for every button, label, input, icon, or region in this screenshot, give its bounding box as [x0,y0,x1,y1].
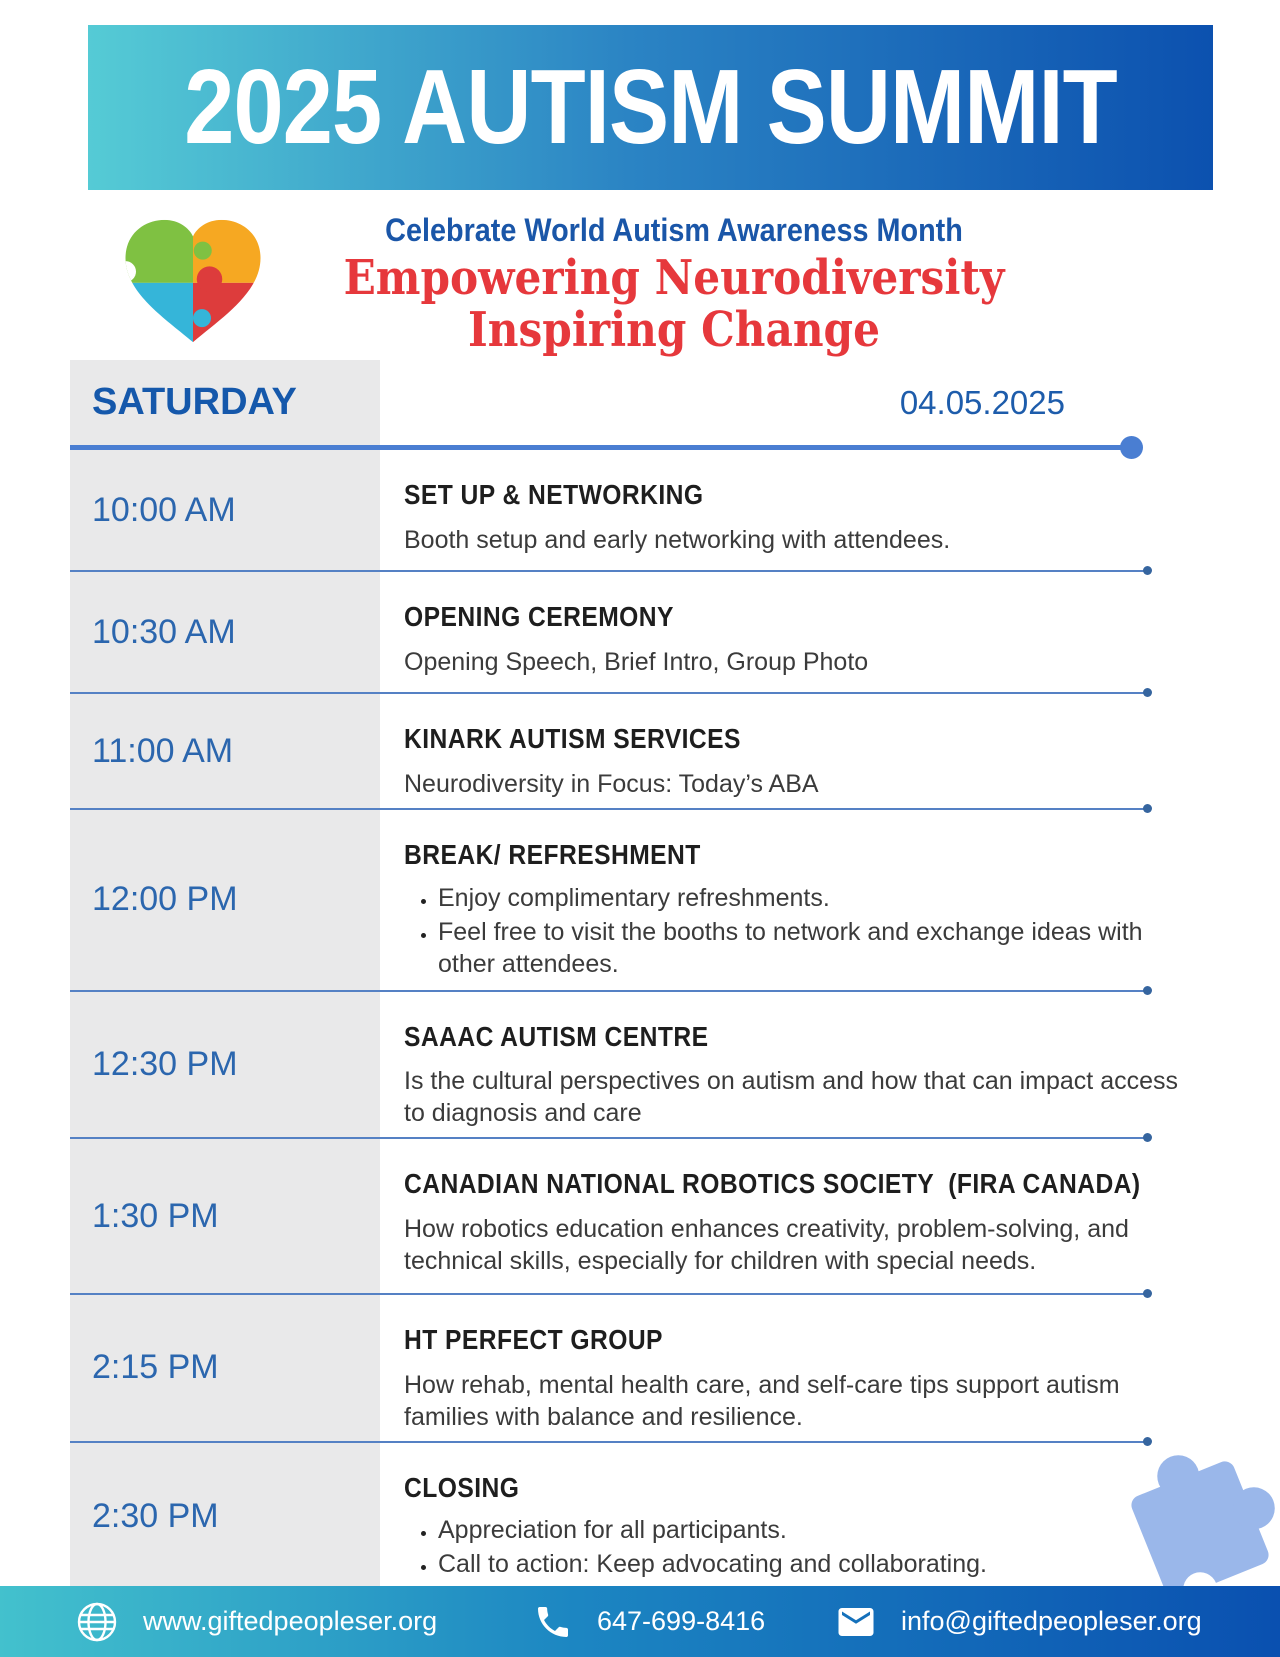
schedule-table [70,360,1210,1593]
row-time: 2:15 PM [92,1348,219,1387]
phone-text: 647-699-8416 [597,1606,766,1636]
session-title: KINARK AUTISM SERVICES [404,723,741,754]
session-title: CANADIAN NATIONAL ROBOTICS SOCIETY (FIRA CANADA) [404,1168,1141,1200]
phone-contact [533,1602,765,1642]
schedule-row [70,1139,1210,1293]
schedule-row [70,572,1210,692]
row-time-cell [70,1295,380,1441]
row-time: 10:00 AM [92,490,236,529]
row-content [380,1443,1210,1591]
website-contact [75,1600,437,1644]
website-text: www.giftedpeopleser.org [143,1606,438,1636]
row-content [380,810,1210,990]
heart-puzzle-logo-icon [118,210,268,355]
email-text: info@giftedpeopleser.org [901,1606,1202,1636]
schedule-header [70,360,1210,445]
row-time: 2:30 PM [92,1497,219,1536]
bullet-item: • Call to action: Keep advocating and collaborating. [438,1548,1180,1580]
date-label: 04.05.2025 [899,383,1065,421]
row-time: 12:00 PM [92,880,238,919]
row-content [380,1295,1210,1441]
row-divider [70,808,1148,810]
row-content [380,572,1210,692]
row-content [380,992,1210,1138]
row-divider [70,1441,1148,1443]
row-time-cell [70,694,380,808]
session-title: HT PERFECT GROUP [404,1324,663,1356]
row-time: 10:30 AM [92,612,236,651]
session-description: Opening Speech, Brief Intro, Group Photo [404,647,869,676]
event-title: 2025 AUTISM SUMMIT [184,48,1117,166]
session-description: How rehab, mental health care, and self-care tips support autism families with balance and resilience. [404,1370,1120,1431]
session-title: BREAK/ REFRESHMENT [404,839,701,870]
phone-icon [533,1602,573,1642]
row-content [380,1139,1210,1293]
session-title: SET UP & NETWORKING [404,479,704,510]
tagline-line1: Empowering Neurodiversity [343,250,1005,306]
schedule-row [70,694,1210,808]
row-time: 11:00 AM [92,731,234,770]
session-bullets [404,882,1180,980]
session-description: Neurodiversity in Focus: Today’s ABA [404,769,819,798]
row-time-cell [70,810,380,990]
schedule-row [70,1443,1210,1591]
session-description: Is the cultural perspectives on autism and how that can impact access to diagnosis and care [404,1067,1178,1128]
intro-block [278,212,1070,357]
schedule-row [70,450,1210,570]
footer-bar [0,1586,1280,1657]
schedule-rows [70,450,1210,1590]
globe-icon [75,1600,119,1644]
row-divider [70,570,1148,572]
row-divider [70,692,1148,694]
session-description: Booth setup and early networking with attendees. [404,525,951,554]
header-banner [88,25,1213,190]
schedule-row [70,810,1210,990]
row-divider [70,1137,1148,1139]
day-cell [70,360,380,445]
row-time-cell [70,1139,380,1293]
session-description: How robotics education enhances creativity, problem-solving, and technical skills, especially for children with special needs. [404,1214,1129,1275]
row-divider [70,990,1148,992]
row-time-cell [70,1443,380,1591]
row-divider [70,1293,1148,1295]
session-title: CLOSING [404,1471,520,1503]
bullet-item: • Enjoy complimentary refreshments. [438,882,1180,914]
email-contact [835,1601,1202,1643]
header-divider [70,445,1132,450]
session-title: SAAAC AUTISM CENTRE [404,1020,709,1052]
envelope-icon [835,1601,877,1643]
bullet-item: • Feel free to visit the booths to network and exchange ideas with other attendees. [438,916,1180,980]
schedule-row [70,1295,1210,1441]
row-content [380,694,1210,808]
schedule-row [70,992,1210,1138]
row-content [380,450,1210,570]
awareness-heading: Celebrate World Autism Awareness Month [385,212,963,248]
tagline-line2: Inspiring Change [468,301,880,358]
row-time-cell [70,572,380,692]
row-time-cell [70,450,380,570]
day-label: SATURDAY [92,381,297,423]
session-title: OPENING CEREMONY [404,601,674,632]
session-bullets [404,1514,1180,1580]
row-time-cell [70,992,380,1138]
bullet-item: • Appreciation for all participants. [438,1514,1180,1546]
row-time: 1:30 PM [92,1196,219,1235]
row-time: 12:30 PM [92,1044,238,1083]
